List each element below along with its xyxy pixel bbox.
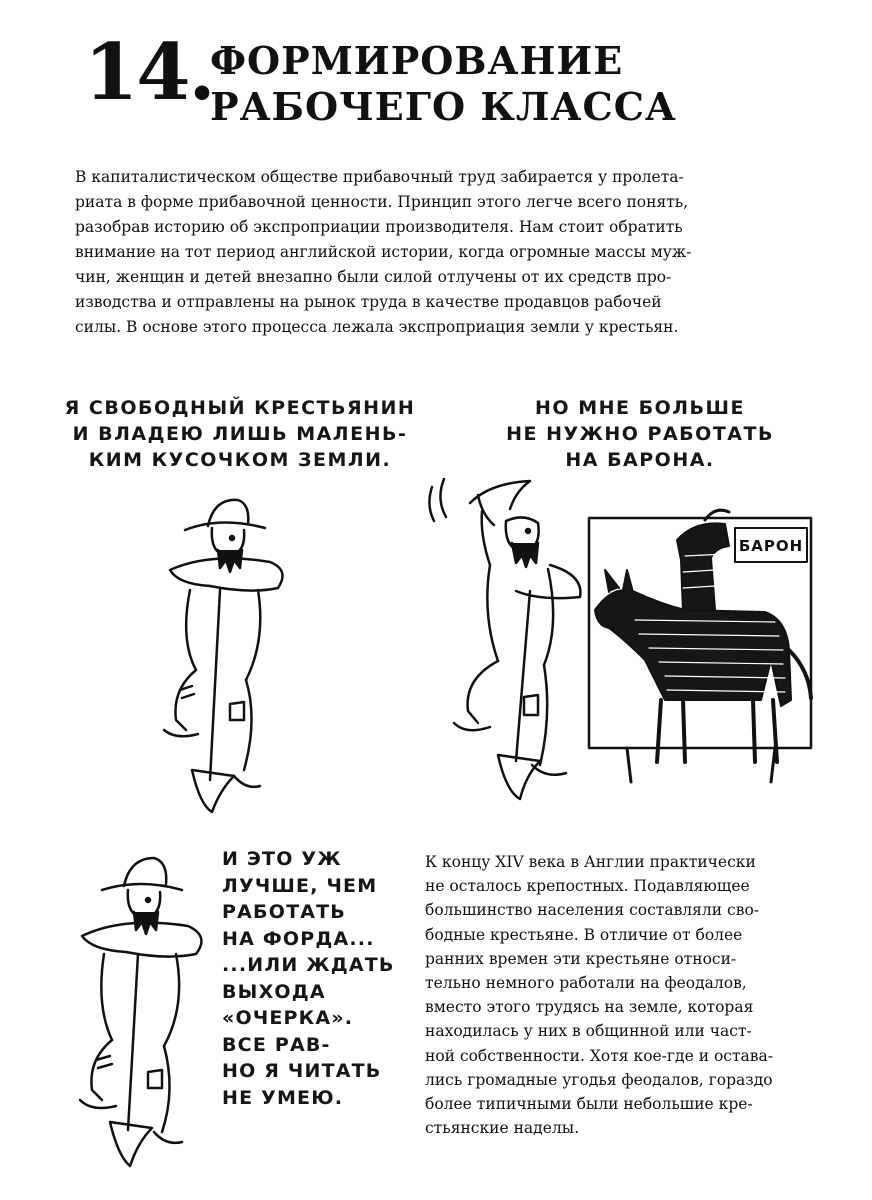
body-line: лись громадные угодья феодалов, гораздо [425, 1070, 773, 1089]
body-line: находилась у них в общинной или част- [425, 1022, 752, 1041]
speech-line: НО Я ЧИТАТЬ [222, 1060, 382, 1082]
body-line: большинство населения составляли сво- [425, 901, 760, 920]
peasant-speaking-illustration [70, 850, 220, 1180]
panel1-caption [60, 395, 420, 473]
caption-line: НЕ НУЖНО РАБОТАТЬ [506, 423, 774, 445]
chapter-title [210, 38, 677, 130]
intro-line: В капиталистическом обществе прибавочный труд забирается у пролета- [75, 168, 684, 186]
panel2-caption [490, 395, 790, 473]
body-line: тельно немного работали на феодалов, [425, 974, 747, 993]
intro-line: разобрав историю об экспроприации производителя. Нам стоит обратить [75, 218, 683, 236]
panel3-speech [222, 846, 395, 1111]
speech-line: ВСЕ РАВ- [222, 1033, 331, 1056]
body-line: стьянские наделы. [425, 1119, 580, 1138]
speech-line: НЕ УМЕЮ. [222, 1086, 344, 1109]
chapter-number: 14. [84, 27, 214, 118]
speech-line: ЛУЧШЕ, ЧЕМ [222, 874, 378, 897]
peasant-illustration [150, 490, 310, 820]
caption-line: Я СВОБОДНЫЙ КРЕСТЬЯНИН [64, 397, 416, 419]
intro-line: внимание на тот период английской истории, когда огромные массы муж- [75, 243, 692, 261]
waving-peasant-illustration [420, 465, 585, 805]
caption-line: И ВЛАДЕЮ ЛИШЬ МАЛЕНЬ- [72, 423, 408, 445]
intro-line: риата в форме прибавочной ценности. Принцип этого легче всего понять, [75, 193, 689, 211]
body-line: К концу XIV века в Англии практически [425, 853, 756, 871]
caption-line: КИМ КУСОЧКОМ ЗЕМЛИ. [88, 449, 392, 471]
speech-line: НА ФОРДА... [222, 927, 375, 950]
speech-line: И ЭТО УЖ [222, 848, 342, 870]
speech-line: «ОЧЕРКА». [222, 1007, 354, 1029]
chapter-title-line: ФОРМИРОВАНИЕ [210, 38, 624, 83]
speech-line: ...ИЛИ ЖДАТЬ [222, 954, 395, 976]
intro-line: изводства и отправлены на рынок труда в качестве продавцов рабочей [75, 293, 662, 311]
intro-line: силы. В основе этого процесса лежала экспроприация земли у крестьян. [75, 318, 679, 336]
speech-line: РАБОТАТЬ [222, 901, 346, 923]
intro-paragraph [75, 165, 795, 340]
caption-line: НА БАРОНА. [565, 449, 715, 471]
body-line: более типичными были небольшие кре- [425, 1095, 753, 1114]
baron-label: БАРОН [738, 537, 804, 555]
body-line: бодные крестьяне. В отличие от более [425, 925, 743, 944]
body-line: вместо этого трудясь на земле, которая [425, 998, 754, 1017]
speech-line: ВЫХОДА [222, 980, 326, 1003]
chapter-title-line: РАБОЧЕГО КЛАССА [210, 84, 677, 129]
body-line: ранних времен эти крестьяне относи- [425, 949, 737, 968]
body-line: не осталось крепостных. Подавляющее [425, 877, 750, 896]
baron-board-illustration [565, 500, 825, 785]
body-paragraph [425, 850, 773, 1140]
intro-line: чин, женщин и детей внезапно были силой отлучены от их средств про- [75, 268, 672, 286]
body-line: ной собственности. Хотя кое-где и остава- [425, 1046, 773, 1065]
caption-line: НО МНЕ БОЛЬШЕ [535, 397, 745, 419]
